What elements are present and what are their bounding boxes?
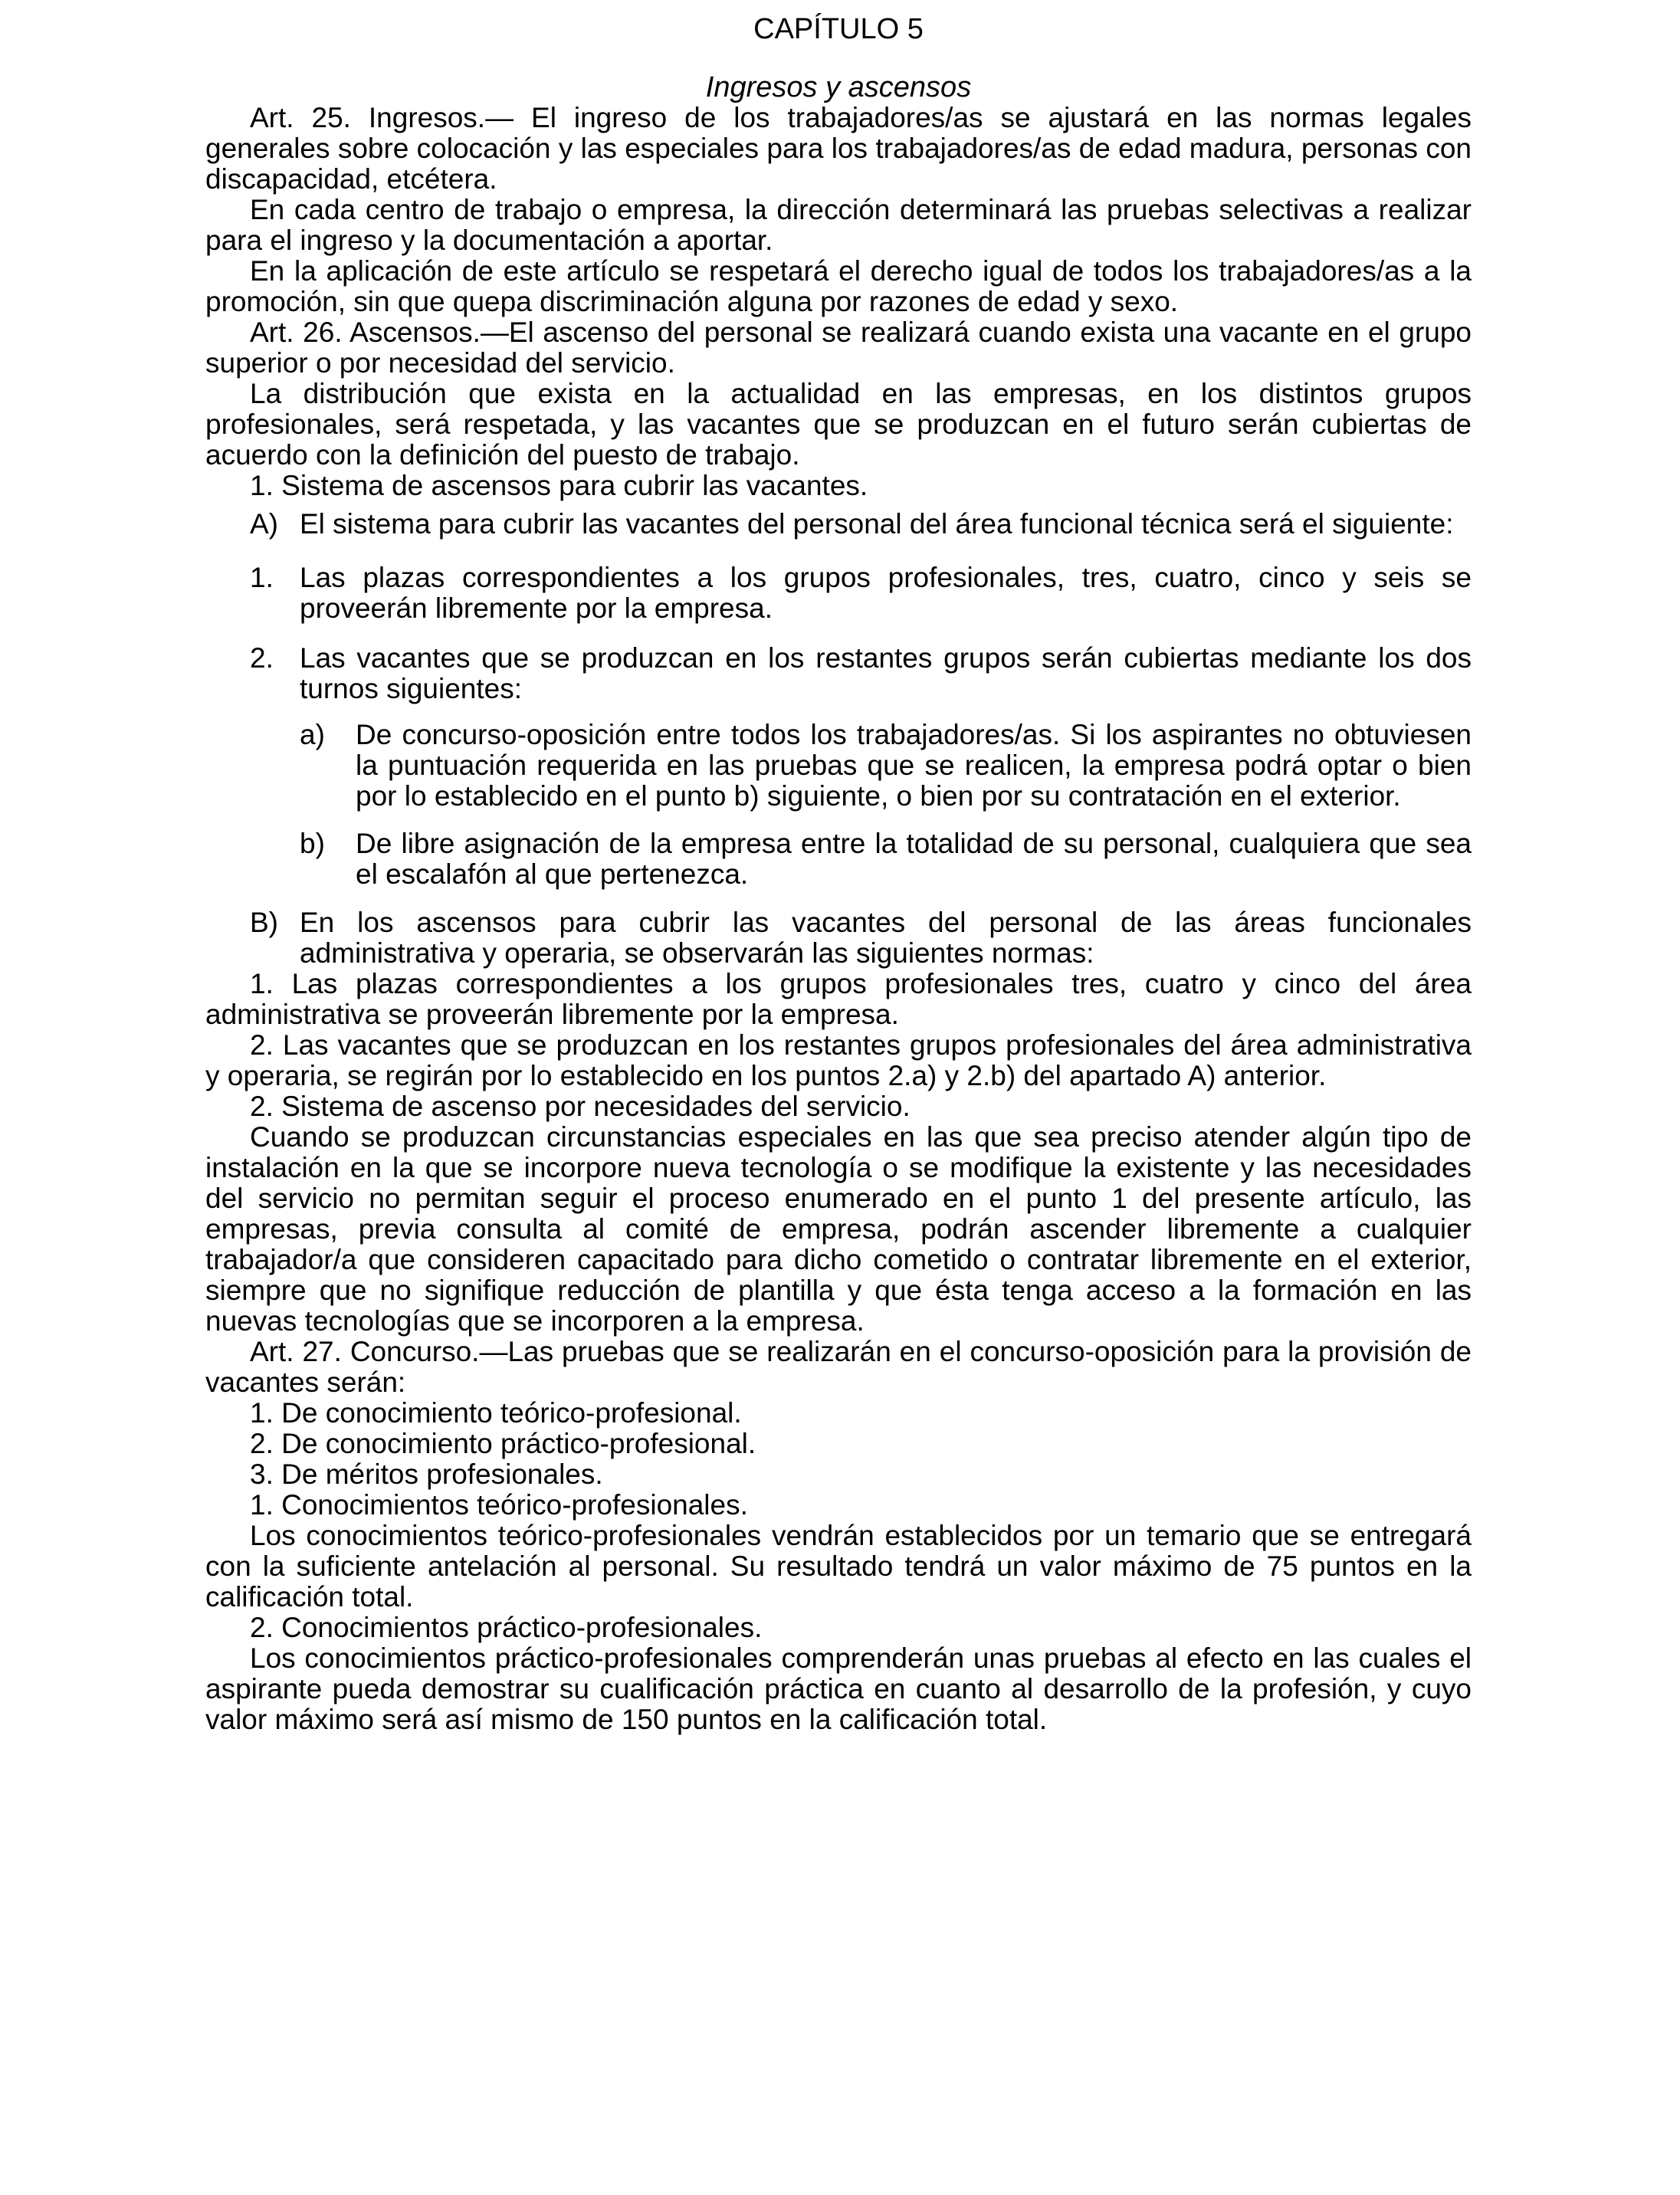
item-marker: B) — [250, 907, 278, 938]
art26-item-A-2 — [250, 643, 1472, 704]
item-marker: 1. — [250, 562, 274, 593]
art26-item-A-2-a — [300, 720, 1472, 812]
art27-paragraph-3: Los conocimientos práctico-profesionales comprenderán unas pruebas al efecto en las cuales el aspirante pueda demostrar su cualificación práctica en cuanto al desarrollo de la profesión, y cuyo valor máximo será así mismo de 150 puntos en la calificación total. — [205, 1642, 1472, 1735]
item-text: De concurso-oposición entre todos los trabajadores/as. Si los aspirantes no obtuviesen la puntuación requerida en las pruebas que se realicen, la empresa podrá optar o bien por lo establecido en el punto b) siguiente, o bien por su contratación en el exterior. — [356, 719, 1472, 812]
art26-section-1-title: 1. Sistema de ascensos para cubrir las vacantes. — [250, 470, 868, 501]
chapter-heading: CAPÍTULO 5 — [753, 13, 924, 45]
art26-paragraph-3: Cuando se produzcan circunstancias especiales en las que sea preciso atender algún tipo de instalación en la que se incorpore nueva tecnología o se modifique la existente y las necesidades del servicio no permitan seguir el proceso enumerado en el punto 1 del presente artículo, las empresas, previa consulta al comité de empresa, podrán ascender libremente a cualquier trabajador/a que consideren capacitado para dicho cometido o contratar libremente en el exterior, siempre que no signifique reducción de plantilla y que ésta tenga acceso a la formación en las nuevas tecnologías que se incorporen a la empresa. — [205, 1121, 1472, 1337]
art26-item-B-2: 2. Las vacantes que se produzcan en los restantes grupos profesionales del área administrativa y operaria, se regirán por lo establecido en los puntos 2.a) y 2.b) del apartado A) anterior. — [205, 1029, 1472, 1091]
item-marker: a) — [300, 719, 325, 750]
art26-item-A-2-b — [300, 828, 1472, 890]
art27-subheading-2: 2. Conocimientos práctico-profesionales. — [250, 1612, 763, 1643]
art25-paragraph-1: Art. 25. Ingresos.— El ingreso de los trabajadores/as se ajustará en las normas legales generales sobre colocación y las especiales para los trabajadores/as de edad madura, personas con discapacidad, etcétera. — [205, 102, 1472, 195]
art27-list-item-1: 1. De conocimiento teórico-profesional. — [250, 1397, 742, 1429]
item-text: De libre asignación de la empresa entre la totalidad de su personal, cualquiera que sea el escalafón al que pertenezca. — [356, 828, 1472, 890]
art26-item-A — [250, 509, 1472, 540]
art25-paragraph-2: En cada centro de trabajo o empresa, la dirección determinará las pruebas selectivas a realizar para el ingreso y la documentación a aportar. — [205, 194, 1472, 256]
item-text: Las vacantes que se produzcan en los restantes grupos serán cubiertas mediante los dos turnos siguientes: — [300, 642, 1472, 704]
art26-item-A-1 — [250, 563, 1472, 624]
art26-item-B-1: 1. Las plazas correspondientes a los grupos profesionales tres, cuatro y cinco del área administrativa se proveerán libremente por la empresa. — [205, 968, 1472, 1030]
art27-subheading-1: 1. Conocimientos teórico-profesionales. — [250, 1489, 748, 1521]
item-text: El sistema para cubrir las vacantes del personal del área funcional técnica será el siguiente: — [300, 508, 1454, 540]
art27-paragraph-2: Los conocimientos teórico-profesionales vendrán establecidos por un temario que se entregará con la suficiente antelación al personal. Su resultado tendrá un valor máximo de 75 puntos en la calificación total. — [205, 1520, 1472, 1613]
art26-item-B — [250, 907, 1472, 969]
art27-paragraph-1: Art. 27. Concurso.—Las pruebas que se realizarán en el concurso-oposición para la provisión de vacantes serán: — [205, 1336, 1472, 1398]
item-text: En los ascensos para cubrir las vacantes del personal de las áreas funcionales administrativa y operaria, se observarán las siguientes normas: — [300, 907, 1472, 969]
item-marker: A) — [250, 508, 278, 540]
item-marker: 2. — [250, 642, 274, 674]
chapter-subtitle: Ingresos y ascensos — [705, 71, 972, 103]
item-text: Las plazas correspondientes a los grupos profesionales, tres, cuatro, cinco y seis se proveerán libremente por la empresa. — [300, 562, 1472, 624]
art26-paragraph-1: Art. 26. Ascensos.—El ascenso del personal se realizará cuando exista una vacante en el grupo superior o por necesidad del servicio. — [205, 317, 1472, 379]
art27-list-item-3: 3. De méritos profesionales. — [250, 1458, 603, 1490]
art26-section-2-title: 2. Sistema de ascenso por necesidades del servicio. — [250, 1091, 911, 1122]
art25-paragraph-3: En la aplicación de este artículo se respetará el derecho igual de todos los trabajadores/as a la promoción, sin que quepa discriminación alguna por razones de edad y sexo. — [205, 255, 1472, 317]
art27-list-item-2: 2. De conocimiento práctico-profesional. — [250, 1428, 756, 1459]
item-marker: b) — [300, 828, 325, 859]
art26-paragraph-2: La distribución que exista en la actualidad en las empresas, en los distintos grupos profesionales, será respetada, y las vacantes que se produzcan en el futuro serán cubiertas de acuerdo con la definición del puesto de trabajo. — [205, 378, 1472, 471]
